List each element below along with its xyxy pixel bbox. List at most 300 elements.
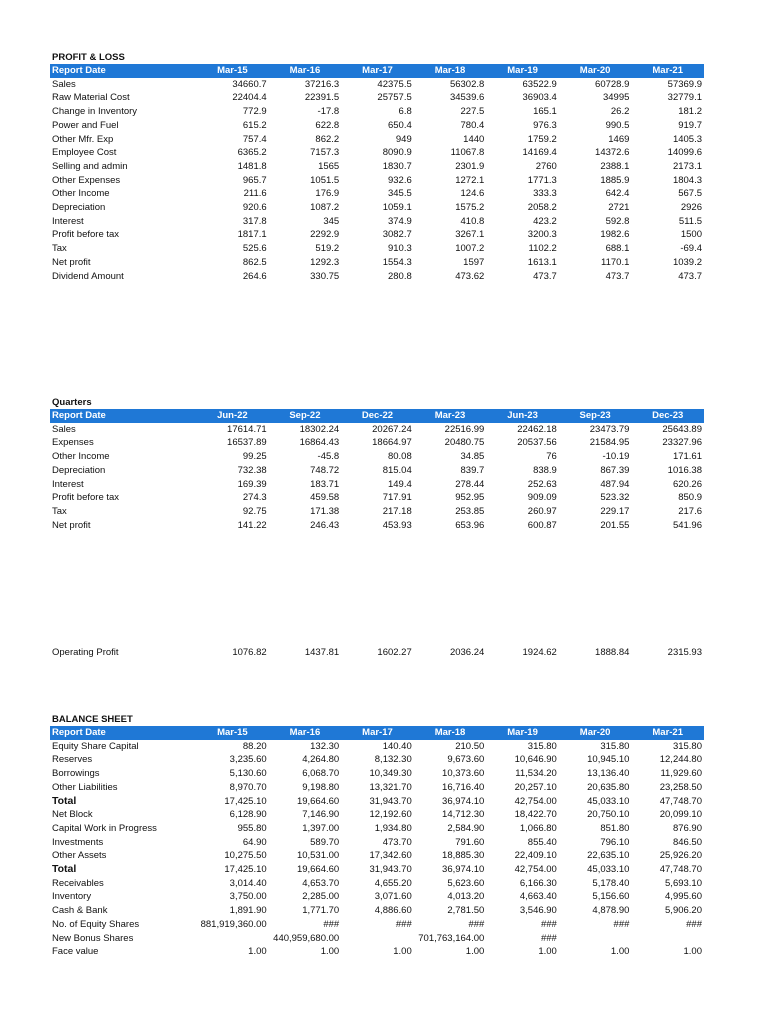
table-cell: 7,146.90 — [302, 809, 340, 821]
table-cell: 149.4 — [387, 478, 412, 490]
table-cell: 25757.5 — [377, 92, 412, 104]
table-cell: 3,071.60 — [374, 891, 412, 903]
table-cell: 1272.1 — [455, 174, 485, 186]
table-row — [50, 105, 704, 119]
table-cell: 22,635.10 — [587, 850, 630, 862]
table-cell: 796.10 — [600, 836, 630, 848]
table-cell: 453.93 — [382, 519, 412, 531]
table-cell: 2926 — [680, 202, 702, 214]
table-cell: ### — [540, 932, 557, 944]
table-row — [50, 119, 704, 133]
table-cell: 10,945.10 — [587, 754, 630, 766]
table-cell: 589.70 — [310, 836, 340, 848]
header-row — [50, 409, 704, 423]
table-cell: 3,014.40 — [229, 877, 267, 889]
table-row — [50, 146, 704, 160]
row-label: Investments — [52, 836, 104, 848]
balance-sheet-table — [50, 726, 704, 959]
table-cell: 330.75 — [310, 270, 340, 282]
balance-sheet-section — [50, 714, 704, 959]
table-row — [50, 423, 704, 437]
row-label: Net profit — [52, 256, 91, 268]
table-cell: 2760 — [535, 160, 557, 172]
row-label: Sales — [52, 78, 76, 90]
table-cell: 20,099.10 — [659, 809, 702, 821]
table-cell: 2036.24 — [449, 647, 485, 658]
table-cell: 132.30 — [310, 740, 340, 752]
table-cell — [559, 932, 632, 946]
table-cell: 4,264.80 — [302, 754, 340, 766]
header-cell-period: Jun-23 — [486, 409, 559, 423]
table-cell: 615.2 — [242, 119, 267, 131]
row-label: Face value — [52, 946, 99, 958]
table-cell: 1102.2 — [528, 243, 557, 255]
header-cell-label: Report Date — [50, 64, 196, 78]
table-cell: 25,926.20 — [659, 850, 702, 862]
table-cell: 965.7 — [242, 174, 267, 186]
table-row — [50, 918, 704, 932]
table-cell: 4,878.90 — [592, 905, 630, 917]
table-cell: 22391.5 — [304, 92, 340, 104]
table-cell: 5,178.40 — [592, 877, 630, 889]
table-cell: 36,974.10 — [442, 795, 485, 807]
table-cell: 12,244.80 — [659, 754, 702, 766]
table-cell: 25643.89 — [662, 423, 702, 435]
table-cell: 315.80 — [672, 740, 702, 752]
table-cell: 210.50 — [455, 740, 485, 752]
table-cell: 688.1 — [605, 243, 630, 255]
table-cell: 2173.1 — [672, 160, 702, 172]
balance-sheet-title: BALANCE SHEET — [52, 714, 133, 725]
table-cell: 42,754.00 — [514, 795, 557, 807]
row-label: Operating Profit — [52, 647, 119, 658]
table-cell: 1.00 — [393, 946, 412, 958]
table-cell: 42,754.00 — [514, 864, 557, 876]
table-cell: 3,235.60 — [229, 754, 267, 766]
table-cell: 17,425.10 — [224, 864, 267, 876]
table-row — [50, 464, 704, 478]
table-cell: 124.6 — [460, 188, 485, 200]
header-cell-label: Report Date — [50, 726, 196, 740]
table-cell: ### — [686, 918, 702, 930]
table-cell: 732.38 — [237, 464, 267, 476]
table-cell: 315.80 — [527, 740, 557, 752]
table-cell: 374.9 — [387, 215, 412, 227]
table-cell: -45.8 — [317, 451, 340, 463]
header-cell-period: Mar-18 — [414, 64, 487, 78]
table-row — [50, 187, 704, 201]
table-cell: 260.97 — [527, 505, 557, 517]
table-cell: 717.91 — [382, 492, 412, 504]
table-cell: 473.70 — [382, 836, 412, 848]
table-row — [50, 174, 704, 188]
table-cell: 5,156.60 — [592, 891, 630, 903]
table-cell: 620.26 — [672, 478, 702, 490]
table-cell: 3,750.00 — [229, 891, 267, 903]
row-label: Raw Material Cost — [52, 92, 130, 104]
table-cell: 11067.8 — [450, 147, 485, 159]
table-cell: 1039.2 — [672, 256, 702, 268]
table-cell: 4,663.40 — [519, 891, 557, 903]
table-cell: 37216.3 — [304, 78, 340, 90]
row-label: Cash & Bank — [52, 905, 108, 917]
table-cell: 92.75 — [242, 505, 267, 517]
header-cell-period: Mar-15 — [196, 64, 269, 78]
table-cell: 42375.5 — [377, 78, 412, 90]
table-cell: 6,128.90 — [229, 809, 267, 821]
header-cell-period: Mar-17 — [341, 726, 414, 740]
header-cell-period: Mar-16 — [269, 726, 342, 740]
header-cell-period: Mar-20 — [559, 726, 632, 740]
table-cell: 6,068.70 — [302, 768, 340, 780]
table-cell: 17,342.60 — [369, 850, 412, 862]
table-cell: 10,275.50 — [224, 850, 267, 862]
table-cell: 791.60 — [455, 836, 485, 848]
table-cell: 171.38 — [310, 505, 340, 517]
table-row — [50, 478, 704, 492]
table-cell: 1613.1 — [527, 256, 557, 268]
table-cell: 862.5 — [242, 256, 267, 268]
quarters-title: Quarters — [52, 397, 92, 408]
row-label: Other Assets — [52, 850, 107, 862]
row-label: Equity Share Capital — [52, 740, 139, 752]
table-cell: 9,673.60 — [447, 754, 485, 766]
header-row — [50, 726, 704, 740]
table-cell: 642.4 — [605, 188, 630, 200]
header-cell-period: Mar-15 — [196, 726, 269, 740]
table-cell: 459.58 — [310, 492, 340, 504]
table-cell: 473.62 — [455, 270, 485, 282]
table-cell: 315.80 — [600, 740, 630, 752]
table-cell: 13,321.70 — [369, 781, 412, 793]
table-row — [50, 836, 704, 850]
table-cell: 20,257.10 — [514, 781, 557, 793]
table-cell: 20,750.10 — [587, 809, 630, 821]
table-cell: 12,192.60 — [369, 809, 412, 821]
table-cell: 850.9 — [678, 492, 702, 504]
table-cell: 1554.3 — [382, 256, 412, 268]
table-cell: 64.90 — [242, 836, 267, 848]
row-label: Power and Fuel — [52, 119, 119, 131]
table-cell: 473.7 — [678, 270, 702, 282]
table-cell: 22462.18 — [517, 423, 557, 435]
table-row — [50, 849, 704, 863]
table-cell: 32779.1 — [667, 92, 702, 104]
table-cell: 1.00 — [465, 946, 485, 958]
table-cell: 876.90 — [672, 822, 702, 834]
table-cell: 165.1 — [533, 106, 557, 118]
table-cell: 846.50 — [672, 836, 702, 848]
table-cell: 227.5 — [460, 106, 485, 118]
table-cell: 511.5 — [678, 215, 702, 227]
header-cell-period: Mar-18 — [414, 726, 487, 740]
table-cell: 26.2 — [610, 106, 630, 118]
table-cell: 19,664.60 — [296, 795, 340, 807]
table-cell: 976.3 — [533, 119, 557, 131]
row-label: Interest — [52, 215, 84, 227]
profit-loss-title: PROFIT & LOSS — [52, 52, 125, 63]
table-cell: 1575.2 — [455, 202, 485, 214]
table-cell: 22516.99 — [444, 423, 485, 435]
table-cell: 252.63 — [527, 478, 557, 490]
table-cell: 1500 — [680, 229, 702, 241]
table-cell: 2,781.50 — [447, 905, 485, 917]
table-row — [50, 863, 704, 877]
table-cell: 2058.2 — [527, 202, 557, 214]
table-cell: 1.00 — [683, 946, 702, 958]
table-cell: 949 — [395, 133, 412, 145]
table-cell: 2315.93 — [667, 647, 702, 658]
table-cell: 932.6 — [387, 174, 412, 186]
table-row — [50, 228, 704, 242]
table-cell: ### — [468, 918, 485, 930]
table-cell: 10,646.90 — [514, 754, 557, 766]
table-row — [50, 904, 704, 918]
table-cell: 523.32 — [600, 492, 630, 504]
table-cell: 2301.9 — [455, 160, 485, 172]
header-cell-label: Report Date — [50, 409, 196, 423]
table-cell: -69.4 — [680, 243, 702, 255]
table-cell: 34995 — [602, 92, 630, 104]
table-row — [50, 822, 704, 836]
table-cell: 1405.3 — [672, 133, 702, 145]
table-cell: 990.5 — [605, 119, 630, 131]
table-cell: 20267.24 — [372, 423, 412, 435]
table-cell: 3200.3 — [527, 229, 557, 241]
table-cell: ### — [613, 918, 630, 930]
table-cell: 34.85 — [460, 451, 485, 463]
table-cell: 9,198.80 — [302, 781, 340, 793]
table-row — [50, 436, 704, 450]
table-cell: 1597 — [463, 256, 485, 268]
table-cell: 264.6 — [242, 270, 267, 282]
table-cell: 14169.4 — [522, 147, 557, 159]
table-cell: 333.3 — [533, 188, 557, 200]
table-cell: 17614.71 — [227, 423, 267, 435]
row-label: Interest — [52, 478, 84, 490]
table-cell: 31,943.70 — [369, 864, 412, 876]
table-cell: 5,693.10 — [665, 877, 702, 889]
header-cell-period: Sep-22 — [269, 409, 342, 423]
row-label: Receivables — [52, 877, 104, 889]
row-label: Net Block — [52, 809, 93, 821]
row-label: Other Mfr. Exp — [52, 133, 114, 145]
table-cell: 2388.1 — [600, 160, 630, 172]
row-label: Tax — [52, 243, 67, 255]
table-cell: 217.6 — [678, 505, 702, 517]
table-cell: 280.8 — [387, 270, 412, 282]
table-cell: 2,584.90 — [447, 822, 485, 834]
header-cell-period: Mar-21 — [631, 64, 704, 78]
profit-loss-section — [50, 52, 704, 283]
table-cell: 2721 — [608, 202, 630, 214]
table-cell: 57369.9 — [667, 78, 702, 90]
table-cell: 183.71 — [310, 478, 340, 490]
table-cell: 17,425.10 — [224, 795, 267, 807]
table-cell: 7157.3 — [310, 147, 340, 159]
table-cell: 23473.79 — [589, 423, 630, 435]
table-cell: 622.8 — [315, 119, 340, 131]
header-cell-period: Mar-21 — [631, 726, 704, 740]
table-cell: 839.7 — [460, 464, 485, 476]
table-cell: 757.4 — [242, 133, 267, 145]
table-cell: 14099.6 — [667, 147, 702, 159]
row-label: Net profit — [52, 519, 91, 531]
row-label: No. of Equity Shares — [52, 918, 140, 930]
table-cell: 13,136.40 — [587, 768, 630, 780]
table-cell: 920.6 — [242, 202, 267, 214]
table-cell: 1885.9 — [600, 174, 630, 186]
table-cell: 140.40 — [382, 740, 412, 752]
header-cell-period: Sep-23 — [559, 409, 632, 423]
table-cell: 169.39 — [237, 478, 267, 490]
header-cell-period: Mar-19 — [486, 64, 559, 78]
table-cell: 1,891.90 — [229, 905, 267, 917]
table-cell: 63522.9 — [522, 78, 557, 90]
table-row — [50, 450, 704, 464]
table-row — [50, 505, 704, 519]
table-cell — [341, 932, 414, 946]
row-label: Inventory — [52, 891, 92, 903]
table-cell: 473.7 — [533, 270, 557, 282]
table-cell: 211.6 — [243, 188, 267, 200]
table-cell: 1,397.00 — [302, 822, 340, 834]
table-cell: 253.85 — [455, 505, 485, 517]
header-cell-period: Jun-22 — [196, 409, 269, 423]
table-cell: 317.8 — [242, 215, 267, 227]
table-cell: 345.5 — [387, 188, 412, 200]
table-cell: 60728.9 — [595, 78, 630, 90]
table-row — [50, 781, 704, 795]
table-row — [50, 242, 704, 256]
table-cell: 1.00 — [610, 946, 630, 958]
table-cell: 80.08 — [387, 451, 412, 463]
table-cell: 99.25 — [242, 451, 267, 463]
table-cell: 592.8 — [605, 215, 630, 227]
table-cell: 20537.56 — [517, 437, 557, 449]
table-cell: 473.7 — [605, 270, 630, 282]
table-cell: 952.95 — [455, 492, 485, 504]
table-cell: 18302.24 — [299, 423, 340, 435]
table-cell: 1016.38 — [667, 464, 702, 476]
table-cell: 867.39 — [600, 464, 630, 476]
table-cell: 88.20 — [242, 740, 267, 752]
table-cell: 18,422.70 — [514, 809, 557, 821]
table-cell: 1924.62 — [522, 647, 557, 658]
quarters-section — [50, 397, 704, 532]
table-cell: 772.9 — [242, 106, 267, 118]
table-cell: 1771.3 — [527, 174, 557, 186]
table-cell: 345 — [323, 215, 340, 227]
table-cell: 4,995.60 — [665, 891, 702, 903]
table-cell: 16864.43 — [299, 437, 340, 449]
table-cell: 1170.1 — [601, 256, 630, 268]
table-cell: 8,970.70 — [229, 781, 267, 793]
table-cell: 16,716.40 — [442, 781, 485, 793]
table-cell: 1830.7 — [382, 160, 412, 172]
table-cell: 36,974.10 — [442, 864, 485, 876]
table-cell: 171.61 — [672, 451, 702, 463]
table-cell: 440,959,680.00 — [273, 932, 340, 944]
table-cell: 701,763,164.00 — [418, 932, 485, 944]
table-cell: 217.18 — [382, 505, 412, 517]
table-cell: ### — [540, 918, 557, 930]
table-row — [50, 491, 704, 505]
table-cell: 1007.2 — [455, 243, 485, 255]
table-row — [50, 740, 704, 754]
row-label: Total — [52, 863, 77, 876]
table-cell: 22404.4 — [232, 92, 267, 104]
table-cell: 909.09 — [527, 492, 557, 504]
table-cell: 22,409.10 — [514, 850, 557, 862]
table-row — [50, 270, 704, 284]
table-cell: 567.5 — [678, 188, 702, 200]
table-cell: 5,906.20 — [665, 905, 702, 917]
table-cell: 11,534.20 — [515, 768, 557, 780]
table-row — [50, 78, 704, 92]
row-label: Other Liabilities — [52, 781, 118, 793]
table-row — [50, 133, 704, 147]
row-label: Change in Inventory — [52, 106, 138, 118]
table-cell: 838.9 — [533, 464, 557, 476]
row-label: Other Income — [52, 451, 110, 463]
table-cell: 47,748.70 — [659, 795, 702, 807]
table-cell: 20480.75 — [444, 437, 485, 449]
table-cell: 1469 — [608, 133, 630, 145]
row-label: New Bonus Shares — [52, 932, 134, 944]
table-cell: 45,033.10 — [587, 795, 630, 807]
table-cell: 1888.84 — [595, 647, 630, 658]
table-cell: 1602.27 — [377, 647, 412, 658]
table-cell: 519.2 — [315, 243, 340, 255]
table-cell: 748.72 — [310, 464, 340, 476]
operating-profit-table — [50, 646, 704, 660]
table-cell: 45,033.10 — [587, 864, 630, 876]
table-cell: 16537.89 — [227, 437, 267, 449]
table-cell: 955.80 — [237, 822, 267, 834]
table-cell: 1292.3 — [310, 256, 340, 268]
row-label: Employee Cost — [52, 147, 117, 159]
table-cell: 5,623.60 — [447, 877, 485, 889]
table-cell: 410.8 — [460, 215, 485, 227]
table-cell: 1804.3 — [672, 174, 702, 186]
table-row — [50, 932, 704, 946]
table-cell: -17.8 — [317, 106, 340, 118]
table-row — [50, 808, 704, 822]
table-cell: 1481.8 — [237, 160, 267, 172]
table-cell: 815.04 — [382, 464, 412, 476]
table-cell: 21584.95 — [589, 437, 630, 449]
table-row — [50, 767, 704, 781]
table-cell: -10.19 — [602, 451, 630, 463]
table-cell: 1076.82 — [232, 647, 267, 658]
table-cell: 1982.6 — [600, 229, 630, 241]
header-cell-period: Mar-23 — [414, 409, 487, 423]
table-cell: 18664.97 — [372, 437, 412, 449]
table-cell: 1565 — [318, 160, 340, 172]
table-cell: 76 — [546, 451, 557, 463]
table-cell: 34539.6 — [449, 92, 485, 104]
table-cell: 229.17 — [600, 505, 630, 517]
row-label: Other Income — [52, 188, 110, 200]
table-row — [50, 519, 704, 533]
table-cell: 2292.9 — [310, 229, 340, 241]
table-cell: 1059.1 — [382, 202, 412, 214]
table-cell: 855.40 — [527, 836, 557, 848]
header-cell-period: Mar-17 — [341, 64, 414, 78]
table-cell: 56302.8 — [449, 78, 485, 90]
table-row — [50, 753, 704, 767]
